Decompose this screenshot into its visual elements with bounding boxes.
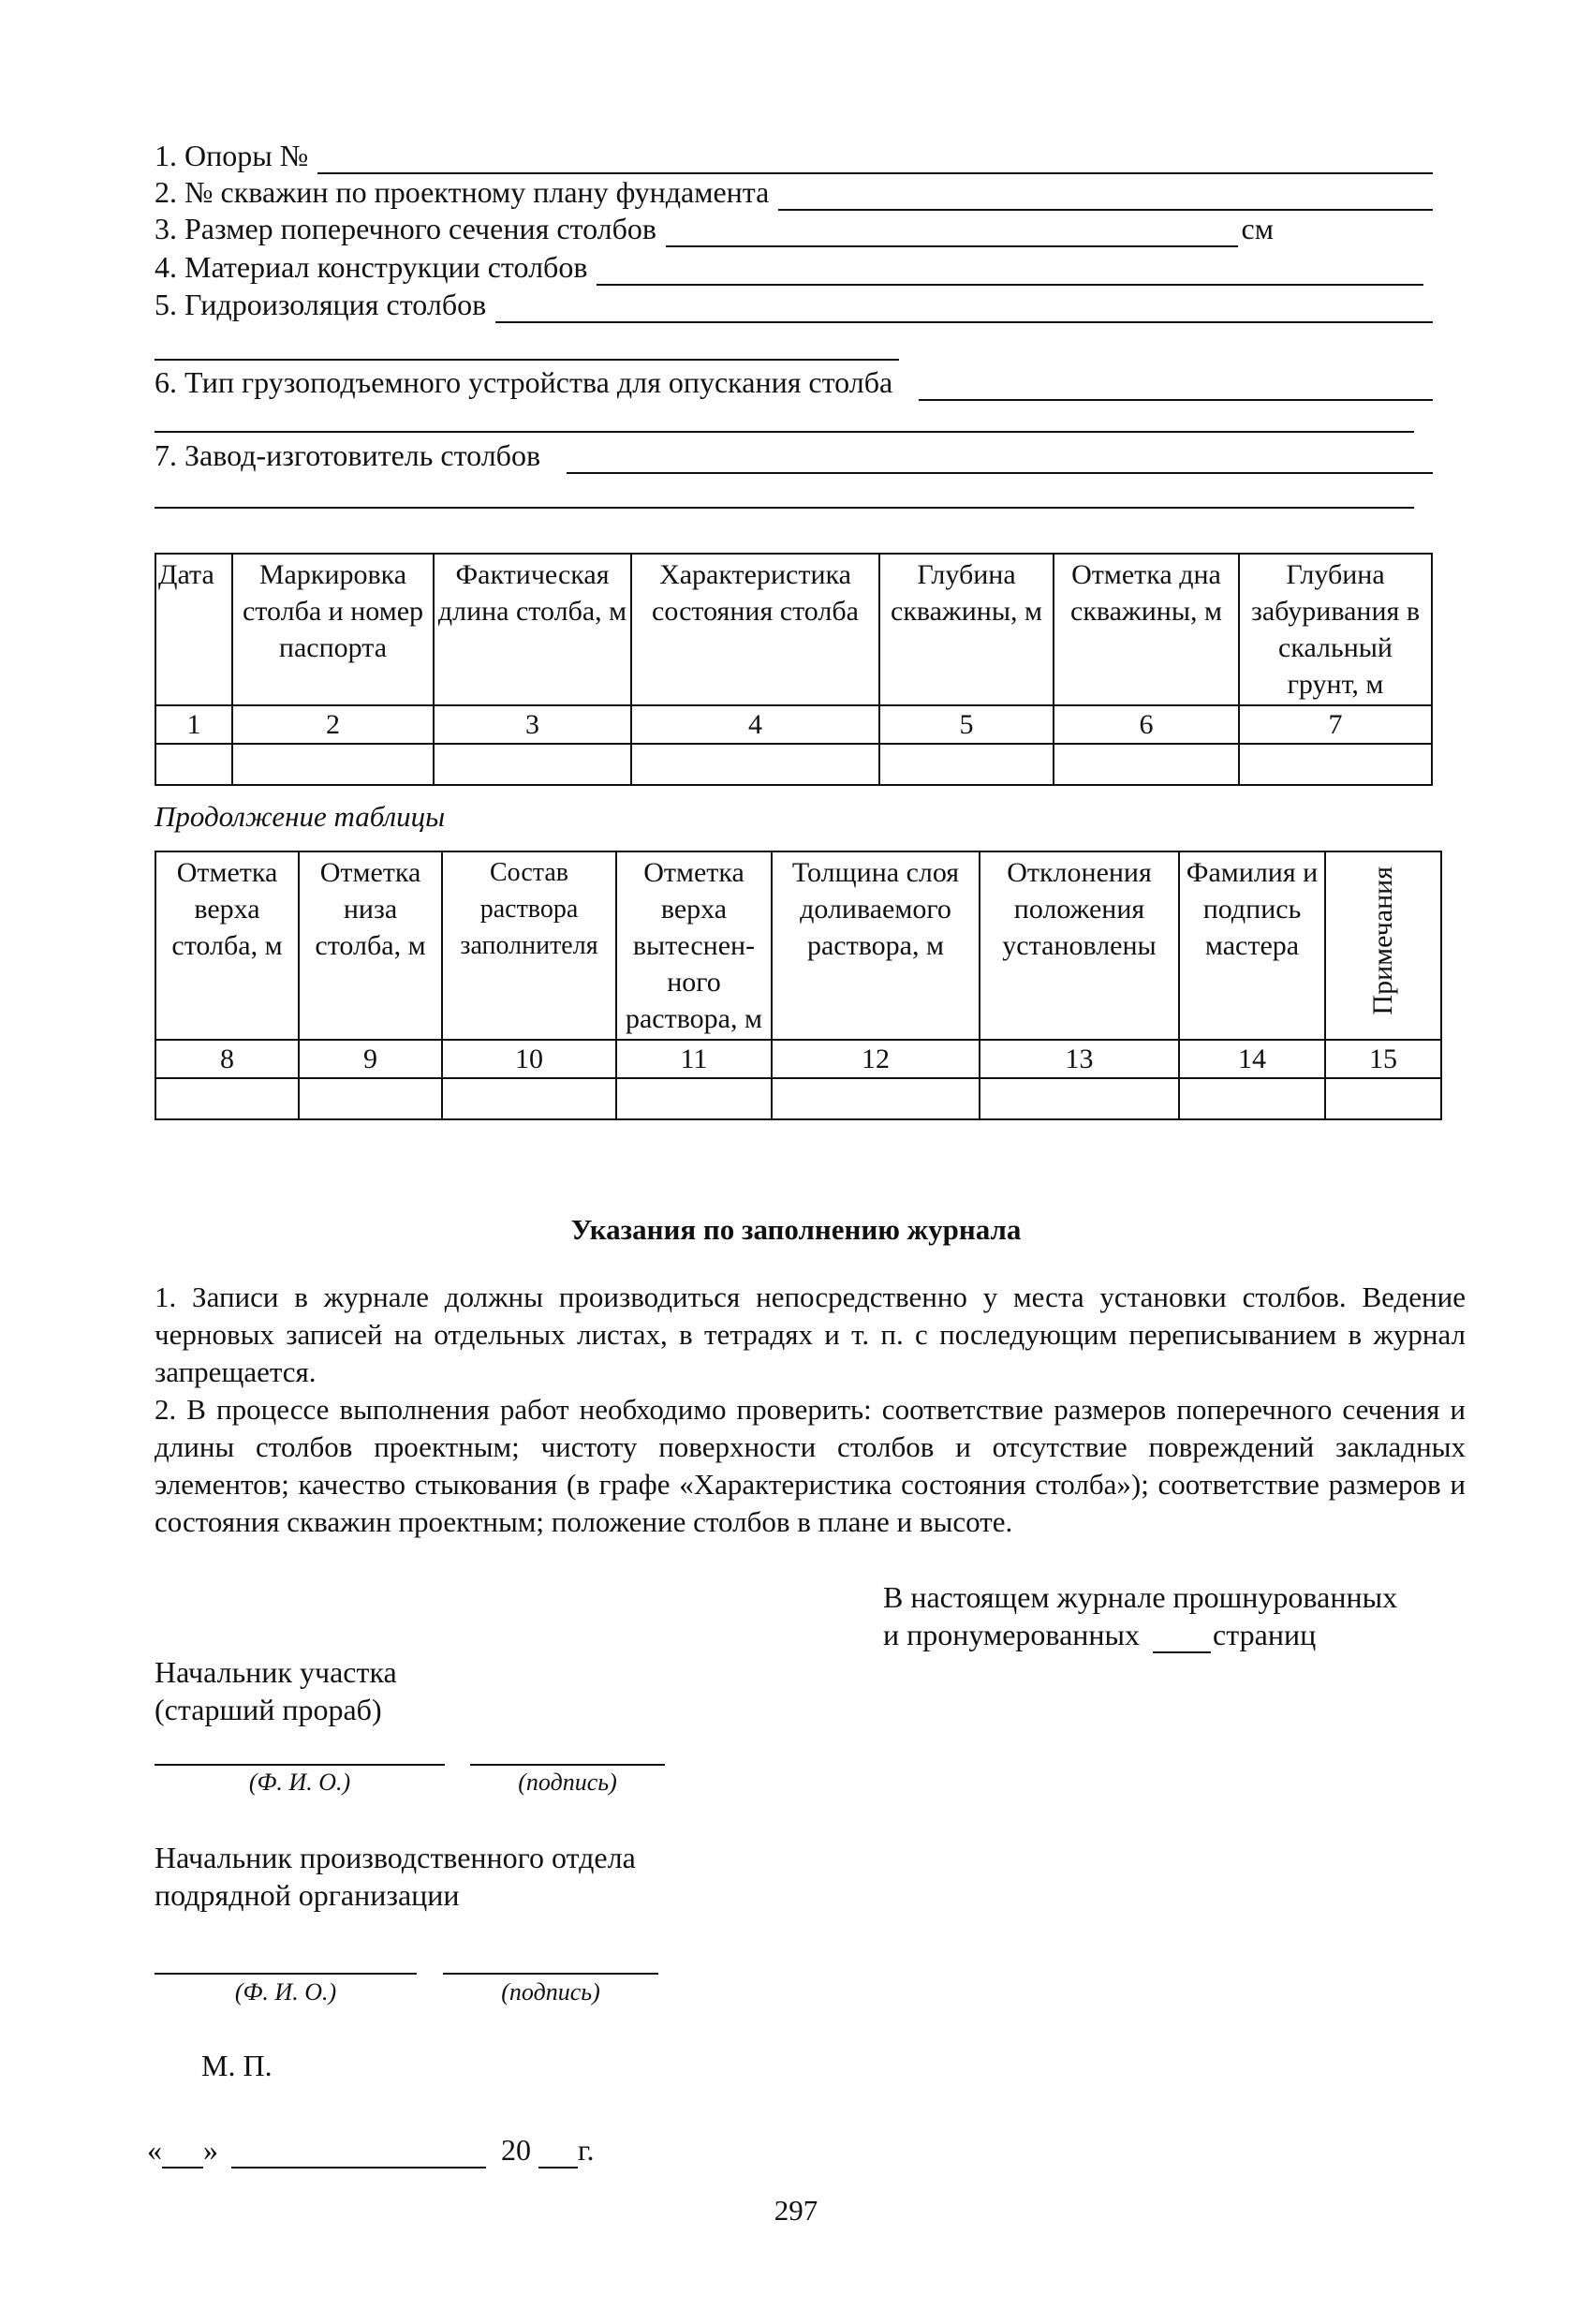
table-header-row [155, 554, 1432, 705]
table-cell[interactable] [616, 1078, 772, 1119]
table-cell[interactable] [232, 744, 434, 785]
year-blank[interactable] [538, 2139, 578, 2169]
field-label: 1. Опоры № [155, 139, 309, 172]
column-header: Толщина слоя доливаемого раствора, м [772, 851, 980, 1040]
chief-production-title: Начальник производственного отдела [155, 1841, 636, 1874]
page-count-blank[interactable] [1153, 1623, 1211, 1653]
field-cross-section[interactable] [155, 210, 1274, 247]
table-cell[interactable] [1054, 744, 1239, 785]
column-number: 1 [155, 705, 232, 744]
column-header: Примечания [1367, 866, 1398, 1015]
binding-note-line1: В настоящем журнале прошнурованных [883, 1580, 1398, 1614]
column-header: Глубина скважины, м [879, 554, 1054, 705]
table-cell[interactable] [980, 1078, 1179, 1119]
column-number-row [155, 705, 1432, 744]
column-number: 15 [1325, 1040, 1441, 1078]
field-lifting-device[interactable] [155, 363, 1433, 401]
quote-open: « [147, 2133, 162, 2167]
column-number-row [155, 1040, 1441, 1078]
signature-line[interactable] [443, 1973, 658, 1975]
continuation-line[interactable] [155, 431, 1414, 433]
date-line [147, 2131, 595, 2169]
fill-line[interactable] [666, 217, 1238, 247]
fio-line[interactable] [155, 1764, 445, 1766]
signature-line[interactable] [470, 1764, 665, 1766]
table-cell[interactable] [442, 1078, 616, 1119]
table-cell[interactable] [772, 1078, 980, 1119]
field-label: 3. Размер поперечного сечения столбов [155, 212, 657, 245]
fill-line[interactable] [778, 181, 1433, 211]
field-support-number[interactable] [155, 137, 1433, 174]
column-header: Отметка верха столба, м [155, 851, 299, 1040]
chief-site-subtitle: (старший прораб) [155, 1693, 382, 1726]
field-waterproofing[interactable] [155, 286, 1433, 323]
continuation-line[interactable] [155, 507, 1414, 509]
instruction-paragraph-2: 2. В процессе выполнения работ необходимо проверить: соответствие размеров поперечного сечения и длины столбов проектным; чистоту поверхности столбов и отсутствие повреждений закладных элементов; качество стыкования (в графе «Характеристика состояния столба»); соответствие размеров и состояния скважин проектным; положение столбов в плане и высоте. [155, 1393, 1466, 1538]
log-table-part1 [155, 553, 1433, 786]
table-cell[interactable] [1239, 744, 1432, 785]
column-header: Характеристика состояния столба [631, 554, 879, 705]
log-table-part2 [155, 851, 1442, 1120]
table-cell[interactable] [879, 744, 1054, 785]
stamp-place: М. П. [201, 2049, 273, 2082]
field-material[interactable] [155, 248, 1423, 286]
table-cell[interactable] [1179, 1078, 1325, 1119]
fill-line[interactable] [919, 371, 1433, 401]
column-number: 6 [1054, 705, 1239, 744]
table-cell[interactable] [299, 1078, 442, 1119]
page-number: 297 [774, 2194, 818, 2227]
column-number: 14 [1179, 1040, 1325, 1078]
continuation-caption: Продолжение таблицы [155, 800, 446, 833]
binding-note-line2 [883, 1616, 1316, 1653]
table-cell[interactable] [1325, 1078, 1441, 1119]
fill-line[interactable] [495, 293, 1433, 323]
column-number: 5 [879, 705, 1054, 744]
column-header: Отклонения положения установлены [980, 851, 1179, 1040]
column-header: Глубина забуривания в скальный грунт, м [1239, 554, 1432, 705]
column-header: Отметка дна скважины, м [1054, 554, 1239, 705]
year-prefix: 20 [501, 2133, 531, 2167]
column-header: Фактическая длина столба, м [434, 554, 631, 705]
field-manufacturer[interactable] [155, 437, 1433, 474]
instruction-paragraph-1: 1. Записи в журнале должны производиться непосредственно у места установки столбов. Ведение черновых записей на отдельных листах, в тетрадях и т. п. с последующим переписыванием в журнал запрещается. [155, 1280, 1466, 1388]
field-label: 7. Завод-изготовитель столбов [155, 438, 541, 472]
column-header: Отметка верха вытеснен-ного раствора, м [616, 851, 772, 1040]
field-label: 2. № скважин по проектному плану фундамента [155, 175, 770, 209]
table-cell[interactable] [631, 744, 879, 785]
fill-line[interactable] [597, 256, 1423, 286]
table-cell[interactable] [155, 1078, 299, 1119]
table-header-row [155, 851, 1441, 1040]
field-label: 6. Тип грузоподъемного устройства для опускания столба [155, 365, 893, 399]
fio-caption: (Ф. И. О.) [234, 1978, 337, 2006]
chief-site-title: Начальник участка [155, 1655, 397, 1689]
fill-line[interactable] [567, 444, 1433, 474]
column-number: 7 [1239, 705, 1432, 744]
signature-caption: (подпись) [518, 1769, 617, 1796]
chief-production-subtitle: подрядной организации [155, 1878, 460, 1912]
column-header: Фамилия и подпись мастера [1179, 851, 1325, 1040]
field-label: 4. Материал конструкции столбов [155, 250, 588, 284]
fill-line[interactable] [317, 144, 1433, 174]
column-number: 2 [232, 705, 434, 744]
field-well-numbers[interactable] [155, 173, 1433, 211]
continuation-line[interactable] [155, 359, 899, 361]
binding-note-text: и пронумерованных [883, 1618, 1141, 1651]
instructions-heading: Указания по заполнению журнала [570, 1213, 1022, 1246]
field-label: 5. Гидроизоляция столбов [155, 288, 487, 321]
table-row[interactable] [155, 1078, 1441, 1119]
signature-caption: (подпись) [501, 1978, 600, 2006]
column-header: Маркировка столба и номер паспорта [232, 554, 434, 705]
column-number: 3 [434, 705, 631, 744]
column-header: Дата [155, 554, 232, 705]
table-row[interactable] [155, 744, 1432, 785]
year-suffix: г. [578, 2133, 595, 2167]
day-blank[interactable] [162, 2139, 203, 2169]
column-number: 8 [155, 1040, 299, 1078]
column-header-notes [1325, 851, 1441, 1040]
month-blank[interactable] [231, 2139, 486, 2169]
table-cell[interactable] [434, 744, 631, 785]
unit-label: см [1241, 212, 1274, 245]
column-number: 10 [442, 1040, 616, 1078]
fio-caption: (Ф. И. О.) [248, 1769, 351, 1796]
column-number: 12 [772, 1040, 980, 1078]
fio-line[interactable] [155, 1973, 417, 1975]
binding-note-text: страниц [1213, 1618, 1317, 1651]
column-number: 4 [631, 705, 879, 744]
column-number: 9 [299, 1040, 442, 1078]
table-cell[interactable] [155, 744, 232, 785]
column-header: Отметка низа столба, м [299, 851, 442, 1040]
column-number: 13 [980, 1040, 1179, 1078]
column-number: 11 [616, 1040, 772, 1078]
column-header: Состав раствора заполнителя [442, 851, 616, 1040]
quote-close: » [203, 2133, 218, 2167]
